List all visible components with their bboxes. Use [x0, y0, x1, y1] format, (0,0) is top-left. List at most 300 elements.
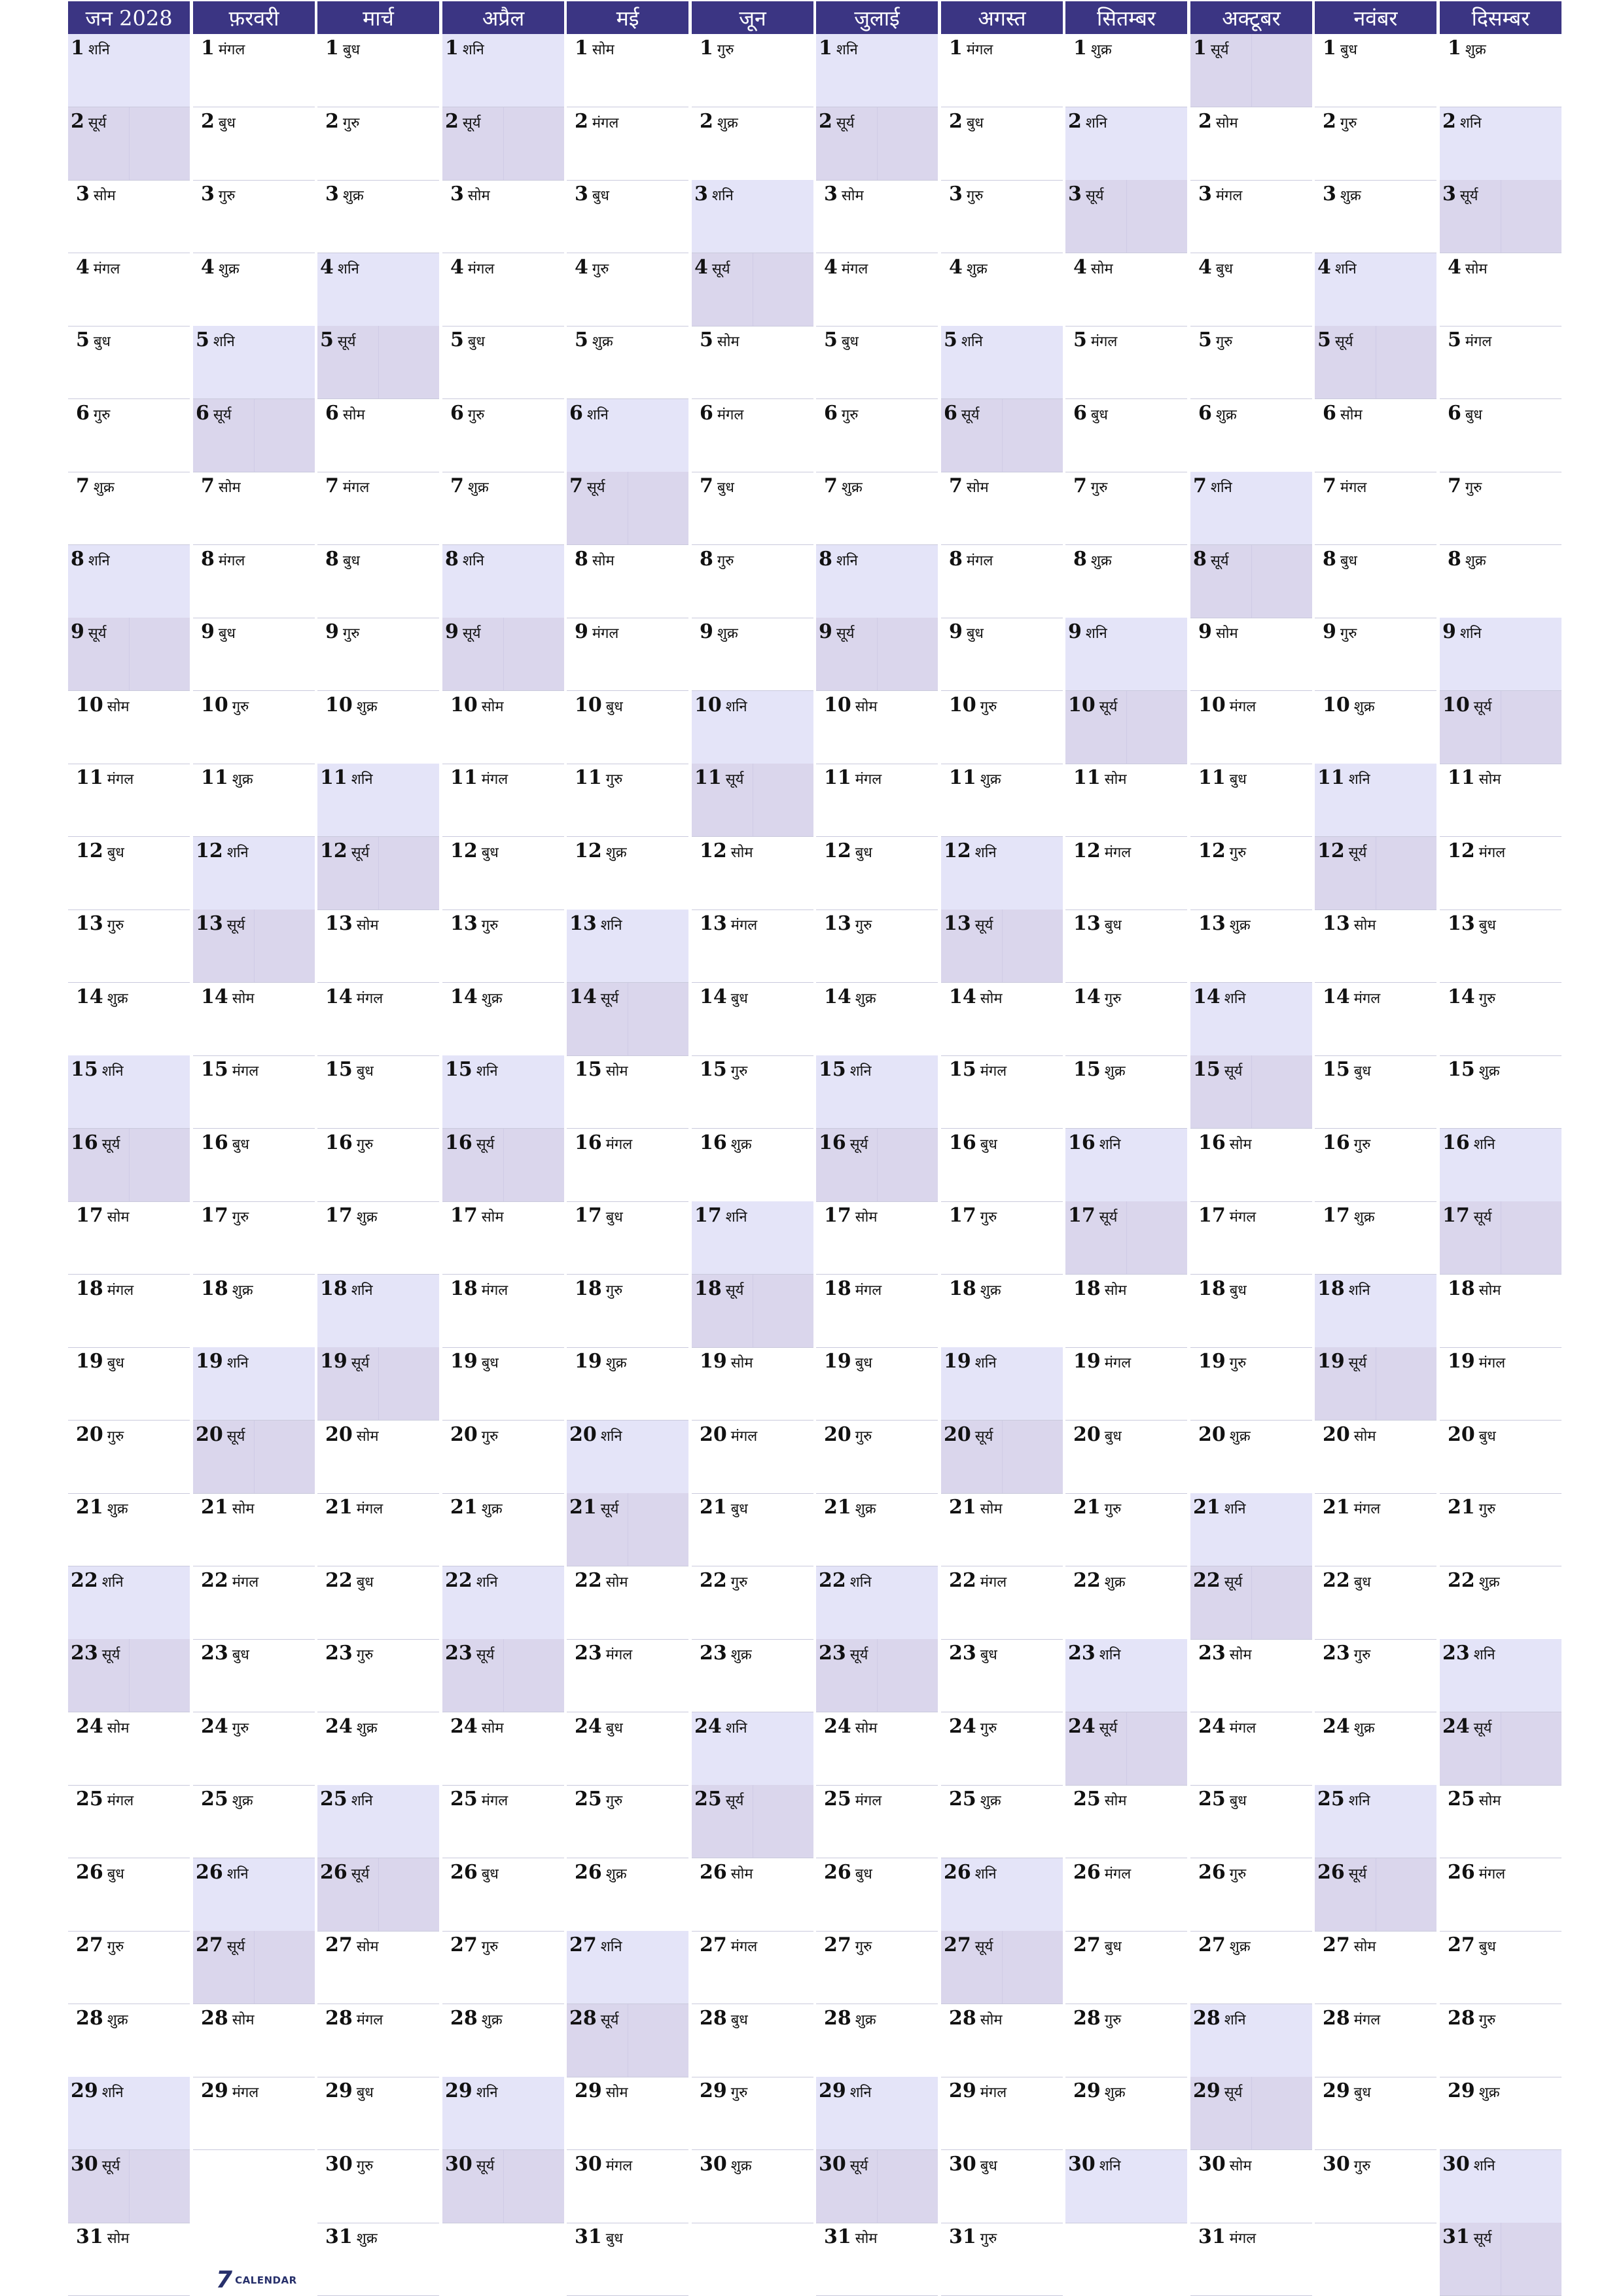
day-cell	[193, 472, 315, 545]
weekday-label: मंगल	[481, 1793, 508, 1809]
day-cell	[816, 691, 938, 764]
weekday-label: गुरु	[93, 407, 111, 423]
day-cell	[567, 107, 688, 181]
day-number: 27 सूर्य	[944, 1934, 993, 1956]
day-cell	[941, 2004, 1063, 2077]
day-cell	[1440, 1201, 1561, 1275]
day-cell	[317, 107, 439, 181]
day-cell	[941, 910, 1063, 983]
day-number: 1 शनि	[819, 37, 858, 60]
weekday-label: बुध	[1353, 2085, 1371, 2101]
day-cell	[1315, 1712, 1436, 1786]
day-number: 28 शुक्र	[76, 2007, 128, 2030]
day-number: 19 शुक्र	[575, 1350, 627, 1373]
weekday-label: मंगल	[356, 2012, 383, 2028]
day-number: 8 सोम	[575, 548, 615, 571]
day-cell	[317, 1275, 439, 1348]
weekday-label: सूर्य	[1334, 334, 1353, 350]
day-number: 21 गुरु	[1073, 1496, 1122, 1519]
day-number: 4 सोम	[1448, 256, 1488, 279]
day-cell	[193, 326, 315, 399]
day-number: 29 शनि	[71, 2079, 124, 2102]
day-cell	[1440, 691, 1561, 764]
day-number: 16 बुध	[201, 1131, 249, 1154]
day-number: 26 बुध	[824, 1861, 872, 1884]
weekday-label: शनि	[351, 1793, 373, 1809]
day-cell	[317, 1785, 439, 1858]
weekday-label: शुक्र	[107, 991, 128, 1007]
weekday-label: सोम	[605, 1063, 628, 1080]
day-number: 19 शनि	[944, 1350, 997, 1373]
day-cell	[193, 2077, 315, 2150]
day-number: 11 शुक्र	[949, 766, 1001, 789]
weekday-label: शुक्र	[1478, 1574, 1500, 1591]
day-cell	[442, 2004, 564, 2077]
day-number: 23 सोम	[1198, 1642, 1252, 1665]
day-cell	[692, 1421, 813, 1494]
weekday-label: शुक्र	[980, 771, 1001, 788]
weekday-label: गुरु	[730, 1063, 748, 1080]
day-number: 7 शनि	[1193, 474, 1232, 497]
day-number: 14 शुक्र	[76, 985, 128, 1008]
day-number: 3 सोम	[450, 183, 490, 205]
day-number: 29 शुक्र	[1448, 2079, 1500, 2102]
day-number: 18 शुक्र	[201, 1277, 253, 1300]
weekday-label: सोम	[1229, 2158, 1252, 2174]
day-number: 28 गुरु	[1448, 2007, 1496, 2030]
day-number: 5 बुध	[824, 328, 859, 351]
day-cell	[1440, 472, 1561, 545]
weekday-label: शनि	[1224, 1501, 1246, 1517]
day-number: 19 शनि	[196, 1350, 249, 1373]
day-number: 3 सूर्य	[1068, 183, 1104, 205]
weekday-label: शनि	[1085, 626, 1107, 642]
day-cell	[941, 983, 1063, 1056]
weekday-label: मंगल	[980, 1574, 1007, 1591]
day-number: 7 मंगल	[325, 474, 370, 497]
weekday-label: शुक्र	[605, 845, 627, 861]
day-cell	[317, 253, 439, 327]
weekday-label: मंगल	[481, 771, 508, 788]
day-number: 20 सूर्य	[196, 1423, 245, 1446]
day-cell	[567, 1639, 688, 1712]
day-cell	[1315, 326, 1436, 399]
day-cell	[1190, 1785, 1312, 1858]
day-number: 28 सूर्य	[569, 2007, 619, 2030]
month-header: सितम्बर	[1065, 1, 1187, 34]
day-number: 6 बुध	[1448, 402, 1482, 425]
weekday-label: मंगल	[1353, 1501, 1381, 1517]
day-cell	[68, 1931, 190, 2004]
day-cell	[1315, 180, 1436, 253]
day-number: 9 शनि	[1068, 620, 1107, 643]
weekday-label: सूर्य	[600, 991, 619, 1007]
weekday-label: शनि	[213, 334, 235, 350]
day-number: 15 शनि	[71, 1058, 124, 1081]
day-cell	[1065, 472, 1187, 545]
weekday-label: शुक्र	[980, 1282, 1001, 1299]
day-number: 17 सूर्य	[1068, 1204, 1118, 1227]
day-cell	[692, 545, 813, 618]
month-column	[68, 1, 190, 2291]
day-cell	[317, 2077, 439, 2150]
weekday-label: सोम	[481, 1209, 504, 1226]
day-number: 17 मंगल	[1198, 1204, 1257, 1227]
day-number: 5 शनि	[196, 328, 235, 351]
day-cell	[1190, 472, 1312, 545]
day-cell	[1440, 399, 1561, 472]
day-number: 25 शनि	[1317, 1788, 1370, 1810]
day-cell	[193, 1858, 315, 1932]
day-number: 25 गुरु	[575, 1788, 623, 1810]
weekday-label: शुक्र	[1104, 1063, 1126, 1080]
day-cell	[1440, 180, 1561, 253]
day-cell	[193, 1493, 315, 1566]
weekday-label: सोम	[218, 480, 241, 496]
day-number: 12 बुध	[824, 839, 872, 862]
day-number: 5 बुध	[76, 328, 111, 351]
day-number: 9 सूर्य	[71, 620, 107, 643]
weekday-label: बुध	[855, 845, 872, 861]
day-number: 24 सूर्य	[1442, 1715, 1492, 1738]
day-cell	[567, 1201, 688, 1275]
day-cell	[442, 910, 564, 983]
month-column	[1440, 1, 1561, 2291]
weekday-label: सूर्य	[337, 334, 356, 350]
day-cell	[1190, 764, 1312, 837]
day-number: 18 गुरु	[575, 1277, 623, 1300]
weekday-label: शनि	[1473, 2158, 1495, 2174]
day-cell	[1440, 1275, 1561, 1348]
day-number: 22 शनि	[819, 1569, 872, 1592]
weekday-label: गुरु	[107, 1939, 124, 1955]
day-number: 3 गुरु	[201, 183, 236, 205]
day-number: 6 शुक्र	[1198, 402, 1237, 425]
weekday-label: शुक्र	[481, 2012, 503, 2028]
weekday-label: सोम	[1478, 1793, 1501, 1809]
weekday-label: बुध	[605, 2231, 623, 2247]
weekday-label: बुध	[730, 991, 748, 1007]
weekday-label: बुध	[93, 334, 111, 350]
brand-logo	[216, 2267, 297, 2293]
weekday-label: शुक्र	[1353, 1209, 1375, 1226]
weekday-label: शुक्र	[855, 2012, 876, 2028]
day-number: 8 सूर्य	[1193, 548, 1229, 571]
day-cell	[317, 1639, 439, 1712]
day-number: 4 शनि	[1317, 256, 1357, 279]
weekday-label: शनि	[849, 1063, 872, 1080]
weekday-label: सोम	[1465, 261, 1488, 277]
weekday-label: सोम	[855, 2231, 878, 2247]
day-cell	[567, 34, 688, 107]
weekday-label: मंगल	[218, 553, 245, 569]
day-cell	[68, 1055, 190, 1129]
day-number: 26 सूर्य	[320, 1861, 370, 1884]
day-cell	[1315, 1785, 1436, 1858]
month-header: मार्च	[317, 1, 439, 34]
day-number: 5 शुक्र	[575, 328, 613, 351]
day-cell	[1315, 910, 1436, 983]
day-number: 1 शुक्र	[1073, 37, 1112, 60]
weekday-label: बुध	[467, 334, 485, 350]
day-number: 24 शुक्र	[325, 1715, 378, 1738]
day-cell	[1315, 399, 1436, 472]
day-cell	[1065, 253, 1187, 327]
day-cell	[816, 1566, 938, 1640]
weekday-label: सूर्य	[974, 917, 993, 934]
day-cell	[1190, 1712, 1312, 1786]
weekday-label: शुक्र	[717, 626, 738, 642]
day-cell	[68, 1639, 190, 1712]
weekday-label: सोम	[481, 1720, 504, 1737]
day-cell	[442, 253, 564, 327]
weekday-label: सोम	[730, 845, 753, 861]
weekday-label: बुध	[1478, 1939, 1496, 1955]
day-cell	[1065, 326, 1187, 399]
day-cell	[941, 2077, 1063, 2150]
weekday-label: गुरु	[717, 553, 734, 569]
weekday-label: गुरु	[1478, 991, 1496, 1007]
day-cell	[816, 180, 938, 253]
day-cell	[941, 1785, 1063, 1858]
weekday-label: गुरु	[1104, 991, 1122, 1007]
day-number: 19 बुध	[824, 1350, 872, 1373]
month-header: जन 2028	[68, 1, 190, 34]
day-cell	[567, 910, 688, 983]
day-cell	[68, 1858, 190, 1932]
day-number: 7 मंगल	[1323, 474, 1367, 497]
weekday-label: मंगल	[841, 261, 868, 277]
weekday-label: शुक्र	[356, 2231, 378, 2247]
day-number: 25 शुक्र	[949, 1788, 1001, 1810]
day-cell	[317, 910, 439, 983]
weekday-label: शनि	[351, 1282, 373, 1299]
month-column	[193, 1, 315, 2291]
day-cell	[442, 983, 564, 1056]
day-number: 2 सूर्य	[819, 110, 855, 133]
day-cell	[941, 1275, 1063, 1348]
day-number: 10 सोम	[824, 694, 878, 716]
day-number: 10 मंगल	[1198, 694, 1257, 716]
day-number: 27 गुरु	[824, 1934, 872, 1956]
day-cell	[692, 1201, 813, 1275]
day-number: 27 बुध	[1448, 1934, 1496, 1956]
weekday-label: गुरु	[730, 2085, 748, 2101]
day-cell	[941, 1493, 1063, 1566]
day-cell	[442, 1931, 564, 2004]
weekday-label: सोम	[1353, 917, 1376, 934]
day-cell	[1440, 1421, 1561, 1494]
day-cell	[1065, 1201, 1187, 1275]
weekday-label: गुरु	[356, 1137, 374, 1153]
weekday-label: सूर्य	[1224, 1063, 1243, 1080]
day-cell	[317, 691, 439, 764]
day-number: 15 मंगल	[949, 1058, 1007, 1081]
day-cell	[193, 107, 315, 181]
day-cell	[816, 1493, 938, 1566]
day-number: 14 सोम	[949, 985, 1003, 1008]
weekday-label: शनि	[725, 1720, 747, 1737]
brand-mark: 7	[216, 2267, 233, 2293]
day-number: 7 सोम	[949, 474, 989, 497]
day-cell	[1315, 2004, 1436, 2077]
weekday-label: सोम	[592, 42, 615, 58]
day-cell	[1315, 1493, 1436, 1566]
day-number: 30 गुरु	[325, 2153, 374, 2176]
day-number: 23 बुध	[949, 1642, 997, 1665]
weekday-label: गुरु	[717, 42, 734, 58]
day-number: 6 शनि	[569, 402, 609, 425]
day-cell	[1315, 764, 1436, 837]
day-cell	[816, 1275, 938, 1348]
day-cell	[941, 399, 1063, 472]
day-cell	[567, 618, 688, 691]
day-cell	[567, 1712, 688, 1786]
day-cell	[692, 1055, 813, 1129]
weekday-label: बुध	[966, 115, 984, 132]
day-number: 28 मंगल	[1323, 2007, 1381, 2030]
day-cell	[692, 253, 813, 327]
weekday-label: शुक्र	[232, 1282, 253, 1299]
day-number: 23 गुरु	[325, 1642, 374, 1665]
day-number: 3 शुक्र	[1323, 183, 1361, 205]
day-cell	[1065, 1129, 1187, 1202]
weekday-label: सूर्य	[836, 626, 855, 642]
weekday-label: गुरु	[1465, 480, 1482, 496]
day-cell	[68, 253, 190, 327]
day-number: 13 गुरु	[824, 912, 872, 935]
weekday-label: मंगल	[592, 115, 619, 132]
day-cell	[68, 1275, 190, 1348]
day-cell	[442, 180, 564, 253]
day-cell	[1315, 1858, 1436, 1932]
day-cell	[1440, 910, 1561, 983]
day-cell	[442, 1201, 564, 1275]
day-number: 29 बुध	[1323, 2079, 1371, 2102]
weekday-label: गुरु	[342, 626, 360, 642]
day-cell	[1315, 1931, 1436, 2004]
day-number: 6 बुध	[1073, 402, 1108, 425]
weekday-label: शुक्र	[717, 115, 738, 132]
day-cell	[193, 253, 315, 327]
weekday-label: सूर्य	[462, 115, 481, 132]
day-number: 12 मंगल	[1448, 839, 1506, 862]
day-cell	[692, 1129, 813, 1202]
day-cell	[193, 618, 315, 691]
weekday-label: शनि	[974, 1355, 997, 1371]
day-cell	[1440, 1785, 1561, 1858]
day-cell	[317, 1858, 439, 1932]
day-cell	[317, 1129, 439, 1202]
day-number: 18 मंगल	[824, 1277, 882, 1300]
weekday-label: बुध	[107, 845, 124, 861]
day-cell	[68, 326, 190, 399]
day-cell	[816, 1055, 938, 1129]
weekday-label: मंगल	[107, 1282, 134, 1299]
day-cell	[1315, 1275, 1436, 1348]
month-column	[1065, 1, 1187, 2291]
weekday-label: सूर्य	[213, 407, 232, 423]
day-number: 18 सोम	[1448, 1277, 1501, 1300]
day-number: 16 शुक्र	[700, 1131, 752, 1154]
day-number: 24 शनि	[694, 1715, 747, 1738]
weekday-label: बुध	[980, 2158, 997, 2174]
year-calendar	[68, 1, 1564, 2291]
day-cell	[193, 1129, 315, 1202]
day-number: 28 सोम	[201, 2007, 255, 2030]
day-number: 26 शनि	[944, 1861, 997, 1884]
weekday-label: मंगल	[730, 1428, 758, 1445]
day-number: 17 सूर्य	[1442, 1204, 1492, 1227]
day-cell	[1190, 1639, 1312, 1712]
day-number: 12 मंगल	[1073, 839, 1132, 862]
day-number: 8 मंगल	[201, 548, 245, 571]
month-header: मई	[567, 1, 688, 34]
day-number: 19 सोम	[700, 1350, 753, 1373]
day-number: 5 शनि	[944, 328, 983, 351]
day-cell	[1190, 910, 1312, 983]
weekday-label: शनि	[226, 1866, 249, 1882]
day-cell	[1065, 1421, 1187, 1494]
day-number: 12 सूर्य	[1317, 839, 1367, 862]
day-number: 15 शुक्र	[1448, 1058, 1500, 1081]
day-number: 22 मंगल	[949, 1569, 1007, 1592]
weekday-label: मंगल	[356, 1501, 383, 1517]
weekday-label: सोम	[592, 553, 615, 569]
day-number: 20 गुरु	[76, 1423, 124, 1446]
weekday-label: शनि	[600, 917, 622, 934]
weekday-label: गुरु	[841, 407, 859, 423]
day-cell	[193, 837, 315, 910]
day-number: 8 बुध	[325, 548, 360, 571]
day-cell	[193, 1785, 315, 1858]
weekday-label: बुध	[356, 1574, 374, 1591]
day-number: 20 सोम	[325, 1423, 379, 1446]
day-cell	[1190, 34, 1312, 107]
day-number: 22 बुध	[1323, 1569, 1371, 1592]
weekday-label: शुक्र	[342, 188, 364, 204]
day-number: 29 मंगल	[949, 2079, 1007, 2102]
day-cell	[816, 1785, 938, 1858]
month-header: अप्रैल	[442, 1, 564, 34]
day-cell	[442, 837, 564, 910]
weekday-label: बुध	[605, 1720, 623, 1737]
weekday-label: बुध	[841, 334, 859, 350]
day-number: 9 सूर्य	[445, 620, 481, 643]
day-number: 12 शनि	[196, 839, 249, 862]
day-cell	[1190, 1931, 1312, 2004]
day-number: 19 मंगल	[1073, 1350, 1132, 1373]
day-cell	[1190, 545, 1312, 618]
weekday-label: सोम	[107, 2231, 130, 2247]
day-cell	[816, 1639, 938, 1712]
day-number: 20 मंगल	[700, 1423, 758, 1446]
day-cell	[68, 180, 190, 253]
weekday-label: सूर्य	[351, 1355, 370, 1371]
day-number: 10 शुक्र	[1323, 694, 1375, 716]
weekday-label: शुक्र	[1478, 1063, 1500, 1080]
weekday-label: शनि	[337, 261, 359, 277]
day-number: 24 गुरु	[949, 1715, 997, 1738]
weekday-label: बुध	[1090, 407, 1108, 423]
day-number: 15 मंगल	[201, 1058, 259, 1081]
day-number: 15 शुक्र	[1073, 1058, 1126, 1081]
day-number: 22 गुरु	[700, 1569, 748, 1592]
day-cell	[692, 1785, 813, 1858]
day-number: 4 मंगल	[450, 256, 495, 279]
day-number: 24 सोम	[450, 1715, 504, 1738]
weekday-label: गुरु	[980, 2231, 997, 2247]
